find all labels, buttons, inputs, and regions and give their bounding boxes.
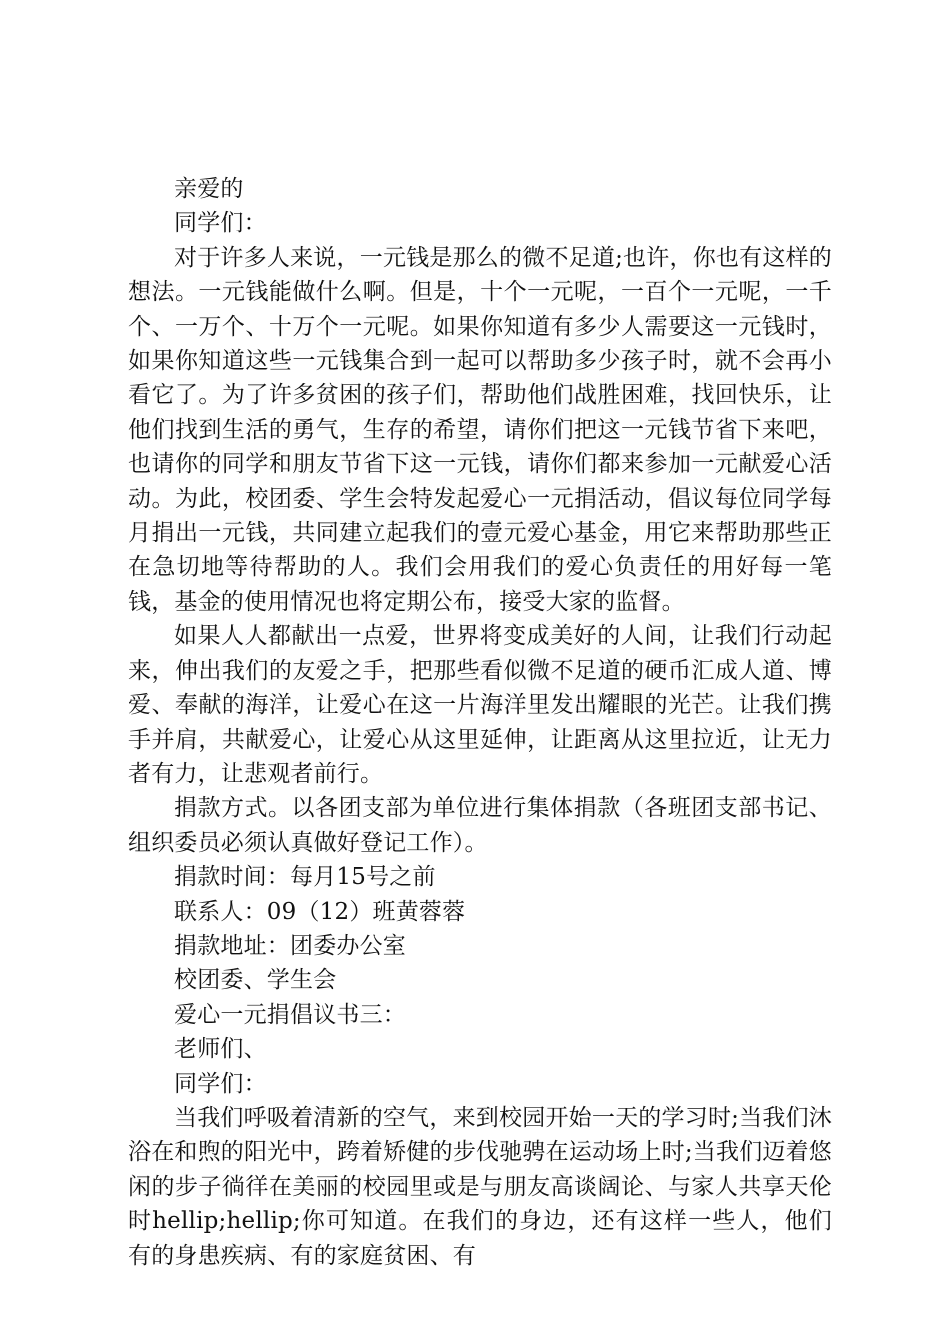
paragraph-appeal: 如果人人都献出一点爱，世界将变成美好的人间，让我们行动起来，伸出我们的友爱之手，把那些看似微不足道的硬币汇成人道、博爱、奉献的海洋，让爱心在这一片海洋里发出耀眼的光芒。让我们携手并肩，共献爱心，让爱心从这里延伸，让距离从这里拉近，让无力者有力，让悲观者前行。: [128, 623, 832, 787]
salutation-teachers: 老师们、: [174, 1036, 267, 1063]
signature-organization: 校团委、学生会: [174, 967, 337, 994]
document-body: [128, 172, 832, 1273]
section-title: 爱心一元捐倡议书三：: [174, 1001, 406, 1028]
paragraph-third-proposal: 当我们呼吸着清新的空气，来到校园开始一天的学习时;当我们沐浴在和煦的阳光中，跨着矫健的步伐驰骋在运动场上时;当我们迈着悠闲的步子徜徉在美丽的校园里或是与朋友高谈阔论、与家人共享天伦时hellip;hellip;你可知道。在我们的身边，还有这样一些人，他们有的身患疾病、有的家庭贫困、有: [128, 1104, 832, 1269]
salutation-line-2: 同学们：: [174, 210, 267, 237]
salutation-line-1: 亲爱的: [174, 176, 244, 202]
paragraph-intro: 对于许多人来说，一元钱是那么的微不足道;也许，你也有这样的想法。一元钱能做什么啊。但是，十个一元呢，一百个一元呢，一千个、一万个、十万个一元呢。如果你知道有多少人需要这一元钱时，如果你知道这些一元钱集合到一起可以帮助多少孩子时，就不会再小看它了。为了许多贫困的孩子们，帮助他们战胜困难，找回快乐，让他们找到生活的勇气，生存的希望，请你们把这一元钱节省下来吧，也请你的同学和朋友节省下这一元钱，请你们都来参加一元献爱心活动。为此，校团委、学生会特发起爱心一元捐活动，倡议每位同学每月捐出一元钱，共同建立起我们的壹元爱心基金，用它来帮助那些正在急切地等待帮助的人。我们会用我们的爱心负责任的用好每一笔钱，基金的使用情况也将定期公布，接受大家的监督。: [128, 244, 832, 615]
contact-person: 联系人：09（12）班黄蓉蓉: [174, 898, 466, 925]
donation-address: 捐款地址：团委办公室: [174, 932, 406, 959]
donation-method: 捐款方式。以各团支部为单位进行集体捐款（各班团支部书记、组织委员必须认真做好登记工作）。: [128, 795, 832, 856]
donation-time: 捐款时间：每月15号之前: [174, 864, 436, 891]
salutation-students: 同学们：: [174, 1070, 267, 1097]
